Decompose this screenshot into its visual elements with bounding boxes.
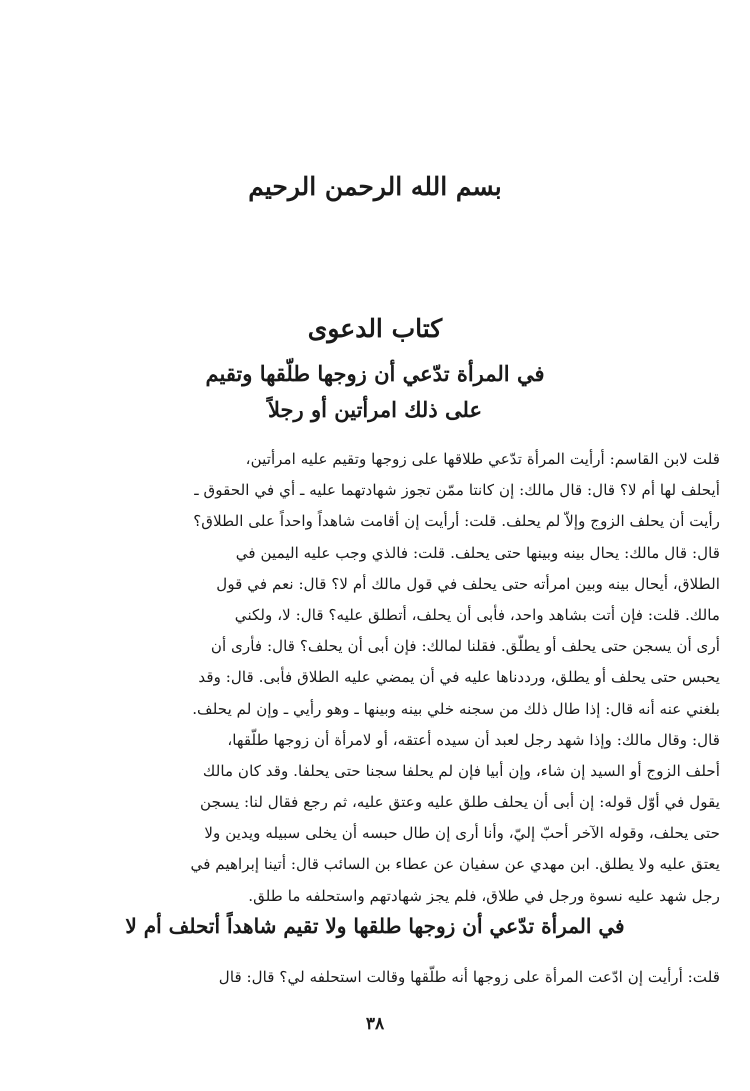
body-line: رجل شهد عليه نسوة ورجل في طلاق، فلم يجز شهادتهم واستحلفه ما طلق. <box>248 886 720 905</box>
chapter-heading-2: في المرأة تدّعي أن زوجها طلقها ولا تقيم شاهداً أتحلف أم لا <box>125 914 625 938</box>
body-line: يقول في أوّل قوله: إن أبى أن يحلف طلق عليه وعتق عليه، ثم رجع فقال لنا: يسجن <box>200 793 720 812</box>
book-title: كتاب الدعوى <box>307 314 443 343</box>
body-line: قال: قال مالك: يحال بينه وبينها حتى يحلف. قلت: فالذي وجب عليه اليمين في <box>235 543 720 562</box>
page-number: ٣٨ <box>365 1014 385 1034</box>
body-line: مالك. قلت: فإن أتت بشاهد واحد، فأبى أن يحلف، أتطلق عليه؟ قال: لا، ولكني <box>234 605 720 624</box>
basmala-heading: بسم الله الرحمن الرحيم <box>248 172 502 201</box>
body-line-continued: قلت: أرأيت إن ادّعت المرأة على زوجها أنه طلّقها وقالت استحلفه لي؟ قال: قال <box>218 968 720 986</box>
body-line: قال: وقال مالك: وإذا شهد رجل لعبد أن سيده أعتقه، أو لامرأة أن زوجها طلّقها، <box>227 730 720 749</box>
chapter-heading-1-line-2: على ذلك امرأتين أو رجلاً <box>268 397 482 422</box>
body-line: أحلف الزوج أو السيد إن شاء، وإن أبيا فإن لم يحلفا سجنا حتى يحلفا. وقد كان مالك <box>202 761 720 780</box>
body-line: بلغني عنه أنه قال: إذا طال ذلك من سجنه خلي بينه وبينها ـ وهو رأيي ـ وإن لم يحلف. <box>192 699 720 718</box>
body-line: أرى أن يسجن حتى يحلف أو يطلّق. فقلنا لمالك: فإن أبى أن يحلف؟ قال: فأرى أن <box>210 637 720 656</box>
chapter-heading-1-line-1: في المرأة تدّعي أن زوجها طلّقها وتقيم <box>205 361 545 386</box>
body-line: أيحلف لها أم لا؟ قال: قال مالك: إن كانتا ممّن تجوز شهادتهما عليه ـ أي في الحقوق ـ <box>194 481 720 500</box>
body-paragraph <box>30 444 720 912</box>
body-line: يحبس حتى يحلف أو يطلق، ورددناها عليه في أن يمضي عليه الطلاق فأبى. قال: وقد <box>198 668 720 687</box>
body-line: قلت لابن القاسم: أرأيت المرأة تدّعي طلاقها على زوجها وتقيم عليه امرأتين، <box>245 450 720 468</box>
body-line: حتى يحلف، وقوله الآخر أحبّ إليّ، وأنا أرى إن طال حبسه أن يخلى سبيله ويدين ولا <box>204 824 720 843</box>
chapter-heading-1 <box>60 356 690 428</box>
body-line: رأيت أن يحلف الزوج وإلاّ لم يحلف. قلت: أرأيت إن أقامت شاهداً واحداً على الطلاق؟ <box>193 512 720 531</box>
body-line: يعتق عليه ولا يطلق. ابن مهدي عن سفيان عن عطاء بن السائب قال: أتينا إبراهيم في <box>190 855 720 874</box>
body-line: الطلاق، أيحال بينه وبين امرأته حتى يحلف في قول مالك أم لا؟ قال: نعم في قول <box>216 574 720 593</box>
